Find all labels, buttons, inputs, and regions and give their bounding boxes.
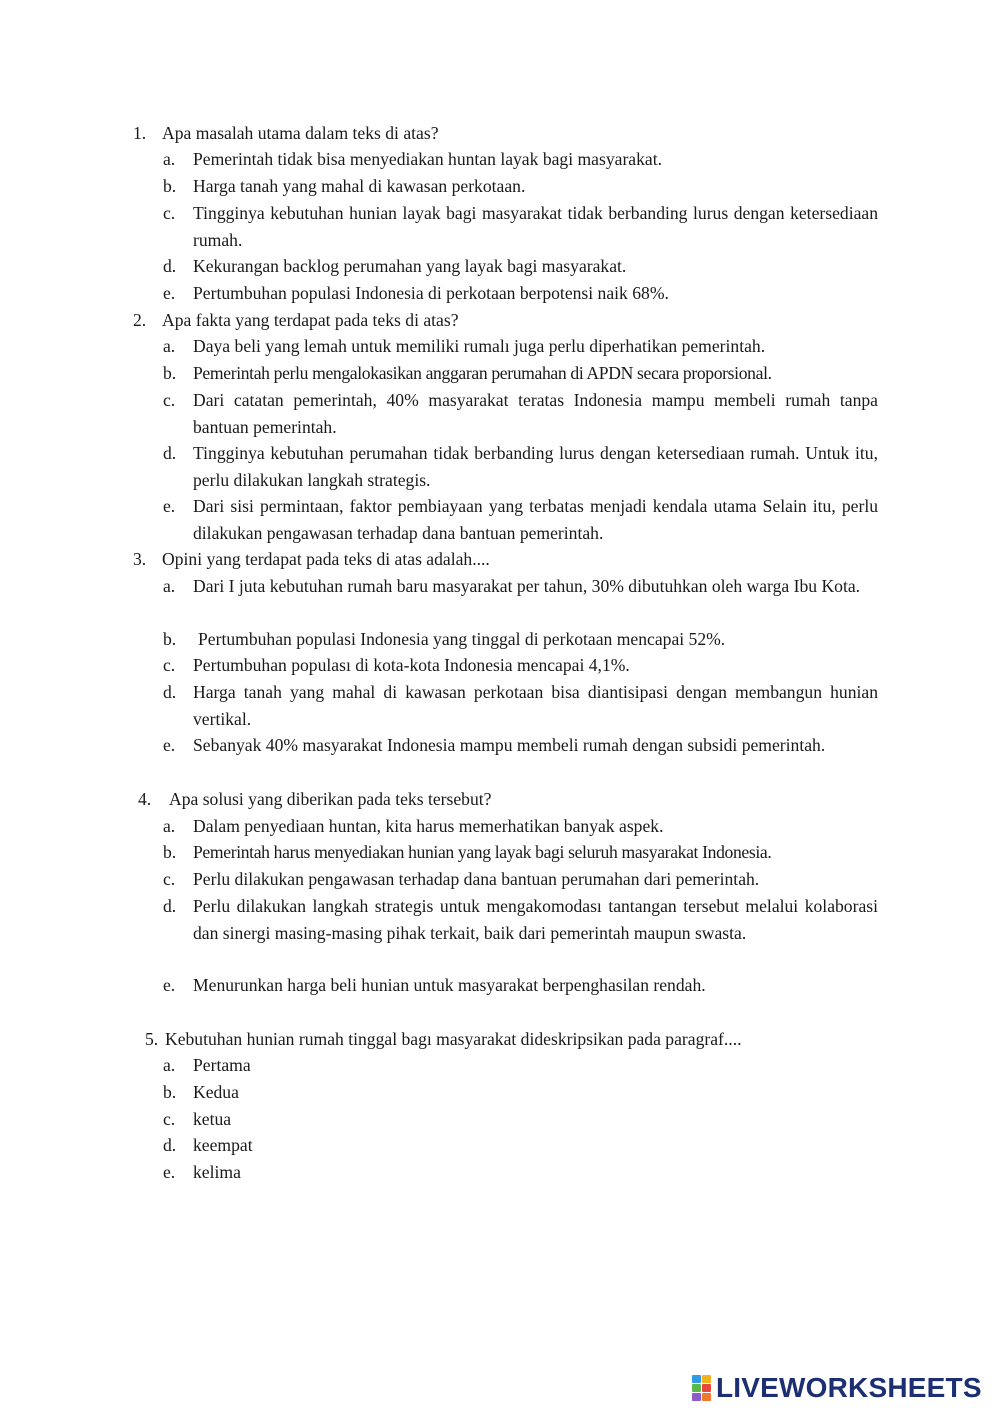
option-3b[interactable] xyxy=(163,626,878,653)
option-text: Sebanyak 40% masyarakat Indonesia mampu membeli rumah dengan subsidi pemerintah. xyxy=(193,735,826,755)
option-1e[interactable] xyxy=(163,280,878,307)
option-letter: a. xyxy=(163,816,176,836)
option-text: kelima xyxy=(193,1162,241,1182)
option-text: Tingginya kebutuhan perumahan tidak berbanding lurus dengan ketersediaan rumah. Untuk itu, perlu dilakukan langkah strategis. xyxy=(193,443,878,490)
option-text: Kedua xyxy=(193,1082,239,1102)
option-2c[interactable] xyxy=(163,387,878,440)
option-letter: e. xyxy=(163,975,176,995)
brand-name: LIVEWORKSHEETS xyxy=(716,1372,982,1403)
option-text: Pertumbuhan populası di kota-kota Indonesia mencapai 4,1%. xyxy=(193,655,630,675)
option-letter: e. xyxy=(163,1162,176,1182)
option-text: ketua xyxy=(193,1109,232,1129)
question-number: 2. xyxy=(133,310,147,330)
option-letter: d. xyxy=(163,256,177,276)
logo-cell xyxy=(692,1393,701,1401)
option-letter: a. xyxy=(163,1055,176,1075)
option-letter: d. xyxy=(163,682,177,702)
option-2d[interactable] xyxy=(163,440,878,493)
logo-cell xyxy=(702,1393,711,1401)
option-text: Pertumbuhan populasi Indonesia yang tinggal di perkotaan mencapai 52%. xyxy=(198,629,726,649)
liveworksheets-logo-icon xyxy=(692,1375,712,1401)
option-letter: c. xyxy=(163,203,176,223)
option-2b[interactable] xyxy=(163,360,878,387)
option-5e[interactable] xyxy=(163,1159,878,1186)
option-5b[interactable] xyxy=(163,1079,878,1106)
option-4a[interactable] xyxy=(163,813,878,840)
logo-cell xyxy=(702,1375,711,1383)
option-text: Menurunkan harga beli hunian untuk masyarakat berpenghasilan rendah. xyxy=(193,975,706,995)
option-letter: a. xyxy=(163,336,176,356)
option-text: Daya beli yang lemah untuk memiliki rumalı juga perlu diperhatikan pemerintah. xyxy=(193,336,766,356)
option-letter: d. xyxy=(163,443,177,463)
question-text: Kebutuhan hunian rumah tinggal bagı masyarakat dideskripsikan pada paragraf.... xyxy=(165,1029,742,1049)
option-letter: c. xyxy=(163,1109,176,1129)
logo-cell xyxy=(702,1384,711,1392)
option-5d[interactable] xyxy=(163,1132,878,1159)
option-5a[interactable] xyxy=(163,1052,878,1079)
option-letter: d. xyxy=(163,896,177,916)
option-text: Perlu dilakukan langkah strategis untuk mengakomodası tantangan tersebut melalui kolaborasi dan sinergi masing-masing pihak terkait, baik dari pemerintah maupun swasta. xyxy=(193,896,878,943)
question-text: Apa solusi yang diberikan pada teks tersebut? xyxy=(169,789,492,809)
option-3a[interactable] xyxy=(163,573,878,600)
option-letter: b. xyxy=(163,842,177,862)
option-text: Pemerintah perlu mengalokasikan anggaran perumahan di APDN secara proporsional. xyxy=(193,363,772,383)
option-text: Harga tanah yang mahal di kawasan perkotaan bisa diantisipasi dengan membangun hunian vertikal. xyxy=(193,682,878,729)
option-text: Kekurangan backlog perumahan yang layak bagi masyarakat. xyxy=(193,256,627,276)
option-letter: c. xyxy=(163,869,176,889)
option-letter: b. xyxy=(163,176,177,196)
option-1d[interactable] xyxy=(163,253,878,280)
option-text: Pertama xyxy=(193,1055,251,1075)
logo-cell xyxy=(692,1375,701,1383)
option-2e[interactable] xyxy=(163,493,878,546)
question-text: Apa masalah utama dalam teks di atas? xyxy=(162,123,439,143)
option-3e[interactable] xyxy=(163,732,878,759)
option-2a[interactable] xyxy=(163,333,878,360)
option-text: Harga tanah yang mahal di kawasan perkotaan. xyxy=(193,176,526,196)
option-text: Dari sisi permintaan, faktor pembiayaan yang terbatas menjadi kendala utama Selain itu, perlu dilakukan pengawasan terhadap dana bantuan pemerintah. xyxy=(193,496,878,543)
question-number: 3. xyxy=(133,549,147,569)
option-letter: d. xyxy=(163,1135,177,1155)
option-text: keempat xyxy=(193,1135,253,1155)
option-text: Pemerintah harus menyediakan hunian yang layak bagi seluruh masyarakat Indonesia. xyxy=(193,842,772,862)
option-text: Tingginya kebutuhan hunian layak bagi masyarakat tidak berbanding lurus dengan ketersediaan rumah. xyxy=(193,203,878,250)
option-1c[interactable] xyxy=(163,200,878,253)
option-4e[interactable] xyxy=(163,972,878,999)
option-5c[interactable] xyxy=(163,1106,878,1133)
option-text: Dari I juta kebutuhan rumah baru masyarakat per tahun, 30% dibutuhkan oleh warga Ibu Kota. xyxy=(193,576,861,596)
option-letter: b. xyxy=(163,363,177,383)
option-letter: a. xyxy=(163,149,176,169)
option-letter: c. xyxy=(163,655,176,675)
option-4c[interactable] xyxy=(163,866,878,893)
option-3c[interactable] xyxy=(163,652,878,679)
option-text: Pemerintah tidak bisa menyediakan huntan layak bagi masyarakat. xyxy=(193,149,663,169)
option-letter: e. xyxy=(163,283,176,303)
option-letter: a. xyxy=(163,576,176,596)
option-3d[interactable] xyxy=(163,679,878,732)
option-letter: e. xyxy=(163,735,176,755)
option-4d[interactable] xyxy=(163,893,878,946)
option-text: Dalam penyediaan huntan, kita harus memerhatikan banyak aspek. xyxy=(193,816,664,836)
option-text: Pertumbuhan populasi Indonesia di perkotaan berpotensi naik 68%. xyxy=(193,283,669,303)
logo-cell xyxy=(692,1384,701,1392)
option-letter: c. xyxy=(163,390,176,410)
question-number: 4. xyxy=(138,789,152,809)
option-letter: e. xyxy=(163,496,176,516)
option-text: Perlu dilakukan pengawasan terhadap dana bantuan perumahan dari pemerintah. xyxy=(193,869,760,889)
question-text: Apa fakta yang terdapat pada teks di atas? xyxy=(162,310,459,330)
question-number: 5. xyxy=(145,1029,159,1049)
option-1b[interactable] xyxy=(163,173,878,200)
question-text: Opini yang terdapat pada teks di atas adalah.... xyxy=(162,549,490,569)
question-number: 1. xyxy=(133,123,147,143)
option-4b[interactable] xyxy=(163,839,878,866)
option-letter: b. xyxy=(163,629,177,649)
liveworksheets-brand[interactable] xyxy=(692,1372,982,1404)
option-letter: b. xyxy=(163,1082,177,1102)
option-1a[interactable] xyxy=(163,146,878,173)
option-text: Dari catatan pemerintah, 40% masyarakat teratas Indonesia mampu membeli rumah tanpa bantuan pemerintah. xyxy=(193,390,878,437)
